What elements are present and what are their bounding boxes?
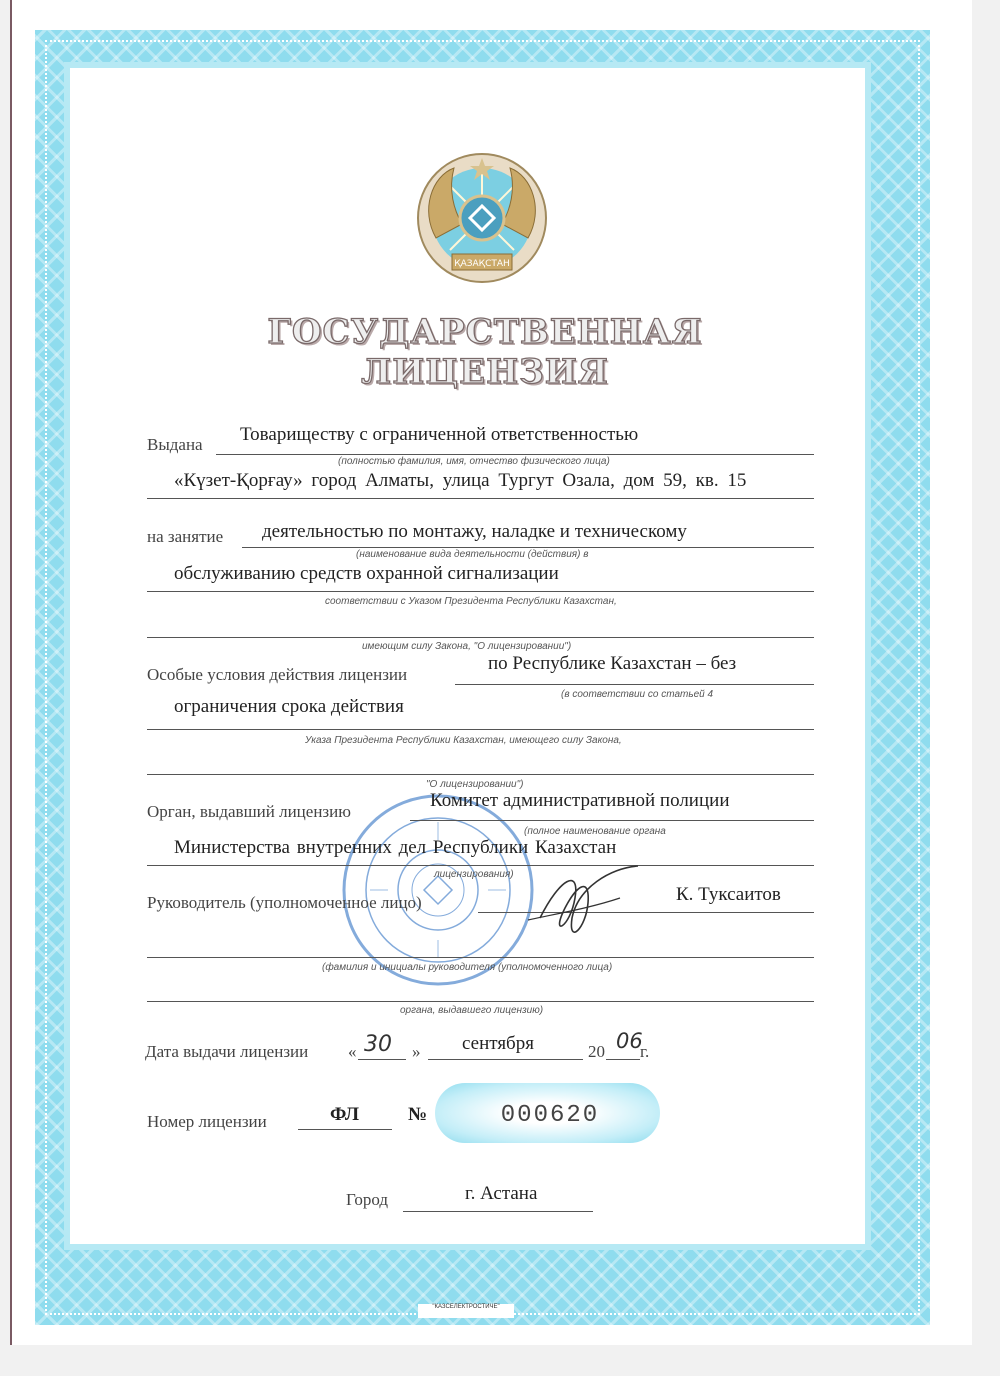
- underline: [147, 637, 814, 638]
- underline: [147, 865, 814, 866]
- date-year: 06: [616, 1029, 643, 1053]
- underline: [216, 454, 814, 455]
- date-open-quote: «: [348, 1042, 357, 1061]
- authority-caption-2: лицензирования): [434, 869, 514, 880]
- underline: [428, 1059, 583, 1060]
- underline: [298, 1129, 392, 1130]
- head-caption-1: (фамилия и инициалы руководителя (уполномоченного лица): [322, 962, 613, 973]
- date-suffix: г.: [640, 1042, 650, 1061]
- conditions-label: Особые условия действия лицензии: [147, 665, 408, 684]
- printer-mark: "КАЗСЕЛЕКТРОСТИЧЕ": [418, 1304, 514, 1318]
- activity-line1: деятельностью по монтажу, наладке и техническому: [262, 521, 687, 542]
- issued-to-caption: (полностью фамилия, имя, отчество физического лица): [338, 456, 610, 467]
- number-sign: №: [408, 1104, 428, 1125]
- document-title: ГОСУДАРСТВЕННАЯ ЛИЦЕНЗИЯ: [267, 312, 703, 392]
- issued-to-line2: «Күзет-Қорғау» город Алматы, улица Тургут Озала, дом 59, кв. 15: [174, 470, 747, 491]
- date-day: 30: [364, 1032, 392, 1057]
- date-month: сентября: [462, 1033, 534, 1054]
- date-label: Дата выдачи лицензии: [145, 1042, 309, 1061]
- state-emblem-icon: [414, 150, 550, 286]
- issued-to-label: Выдана: [147, 435, 203, 454]
- underline: [147, 498, 814, 499]
- underline: [147, 1001, 814, 1002]
- head-name: К. Туксаитов: [676, 884, 781, 905]
- underline: [410, 820, 814, 821]
- number-label: Номер лицензии: [147, 1112, 267, 1131]
- underline: [403, 1211, 593, 1212]
- conditions-caption-1: (в соответствии со статьей 4: [561, 689, 714, 700]
- authority-caption-1: (полное наименование органа: [524, 826, 666, 837]
- date-close-quote: »: [412, 1042, 421, 1061]
- authority-line1: Комитет административной полиции: [430, 790, 730, 811]
- date-century: 20: [588, 1042, 605, 1061]
- underline: [147, 729, 814, 730]
- activity-caption-1: (наименование вида деятельности (действия) в: [356, 549, 589, 560]
- underline: [242, 547, 814, 548]
- underline: [358, 1059, 406, 1060]
- underline: [147, 957, 814, 958]
- authority-line2: Министерства внутренних дел Республики Казахстан: [174, 837, 617, 858]
- underline: [147, 774, 814, 775]
- conditions-caption-2: Указа Президента Республики Казахстан, имеющего силу Закона,: [305, 735, 622, 746]
- activity-line2: обслуживанию средств охранной сигнализации: [174, 563, 559, 584]
- city-value: г. Астана: [465, 1183, 538, 1204]
- city-label: Город: [346, 1190, 388, 1209]
- signature-icon: [520, 858, 660, 948]
- head-label: Руководитель (уполномоченное лицо): [147, 893, 422, 912]
- license-number: 000620: [500, 1102, 600, 1129]
- number-series: ФЛ: [330, 1104, 360, 1125]
- activity-caption-2: соответствии с Указом Президента Республики Казахстан,: [325, 596, 617, 607]
- authority-label: Орган, выдавший лицензию: [147, 802, 351, 821]
- official-stamp-icon: [340, 792, 536, 988]
- underline: [455, 684, 814, 685]
- head-caption-2: органа, выдавшего лицензию): [400, 1005, 544, 1016]
- conditions-line1: по Республике Казахстан – без: [488, 653, 737, 674]
- activity-caption-3: имеющим силу Закона, "О лицензировании"): [362, 641, 572, 652]
- underline: [147, 591, 814, 592]
- svg-text:ҚАЗАҚСТАН: ҚАЗАҚСТАН: [454, 259, 510, 269]
- issued-to-line1: Товариществу с ограниченной ответственностью: [240, 424, 639, 445]
- underline: [606, 1059, 640, 1060]
- conditions-caption-3: "О лицензировании"): [426, 779, 524, 790]
- activity-label: на занятие: [147, 527, 224, 546]
- conditions-line2: ограничения срока действия: [174, 696, 404, 717]
